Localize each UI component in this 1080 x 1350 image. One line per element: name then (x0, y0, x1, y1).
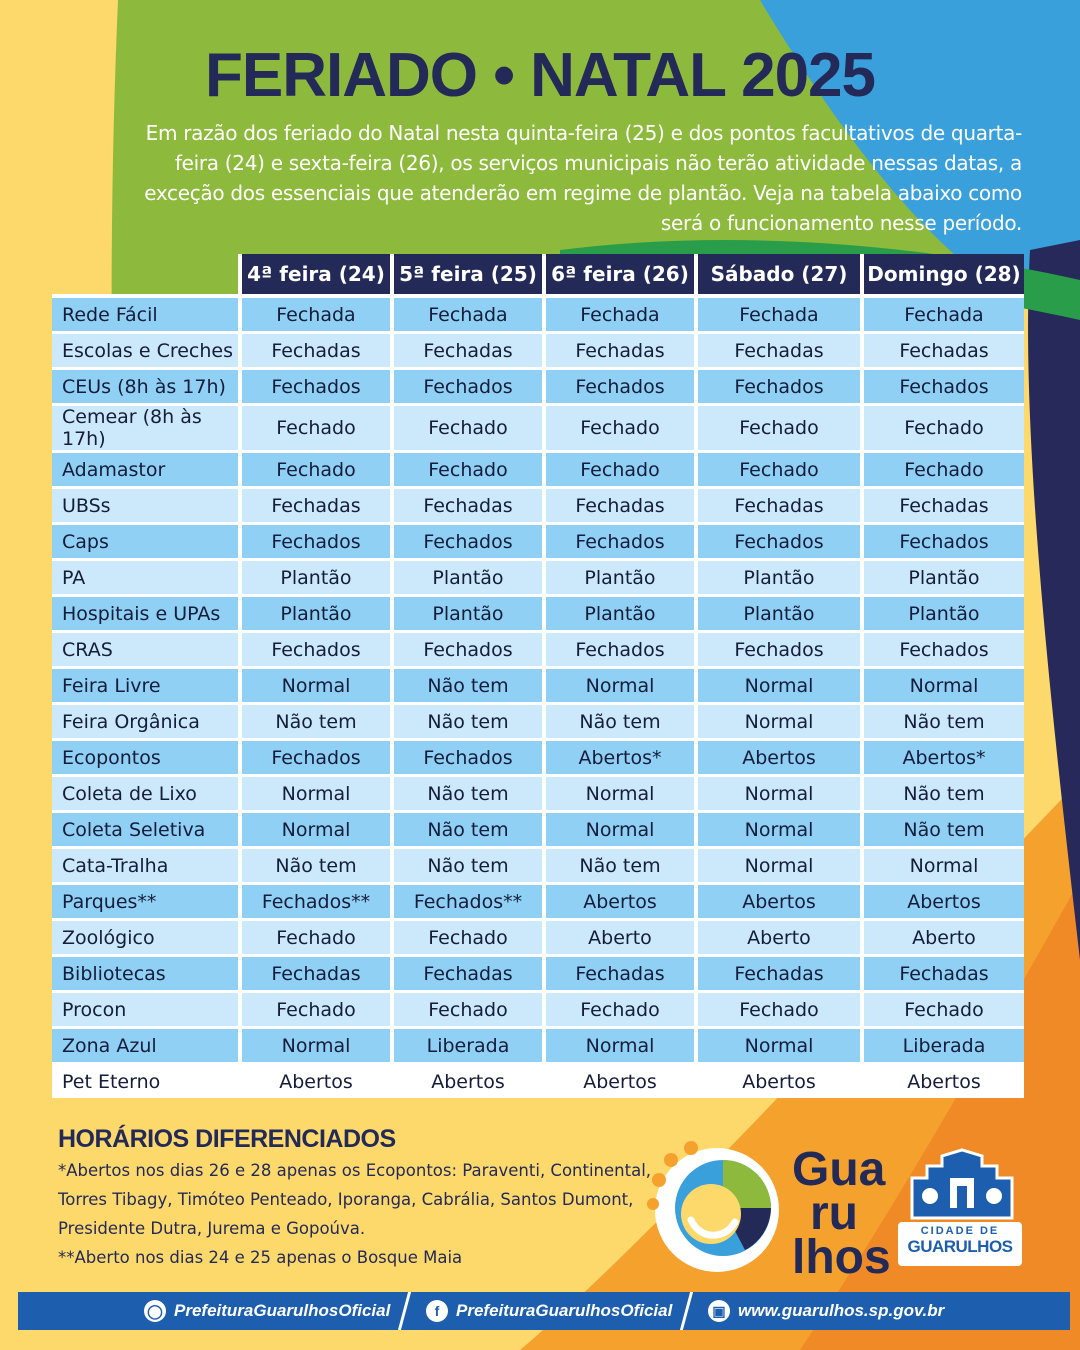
service-name-cell: Adamastor (52, 453, 242, 489)
status-cell: Fechadas (242, 957, 394, 993)
status-cell: Fechadas (394, 957, 546, 993)
service-name-cell: UBSs (52, 489, 242, 525)
column-header: Sábado (27) (698, 254, 864, 298)
status-cell: Plantão (394, 561, 546, 597)
service-name-cell: CRAS (52, 633, 242, 669)
note-line: Presidente Dutra, Jurema e Gopoúva. (58, 1219, 366, 1238)
status-cell: Fechadas (394, 489, 546, 525)
status-cell: Abertos (546, 1065, 698, 1098)
status-cell: Fechados** (394, 885, 546, 921)
status-cell: Normal (546, 1029, 698, 1065)
status-cell: Fechado (698, 453, 864, 489)
page-title: FERIADO • NATAL 2025 (204, 41, 876, 110)
table-row (52, 453, 1024, 489)
status-cell: Plantão (242, 561, 394, 597)
table-row (52, 669, 1024, 705)
wordmark-line: lhos (792, 1231, 891, 1284)
service-name-cell: Zoológico (52, 921, 242, 957)
service-name-cell: Cemear (8h às 17h) (52, 406, 242, 453)
table-row (52, 298, 1024, 334)
status-cell: Fechado (242, 406, 394, 453)
status-cell: Plantão (546, 561, 698, 597)
status-cell: Fechada (394, 298, 546, 334)
table-row (52, 597, 1024, 633)
status-cell: Fechado (546, 453, 698, 489)
status-cell: Normal (546, 813, 698, 849)
status-cell: Não tem (242, 705, 394, 741)
status-cell: Fechado (394, 921, 546, 957)
status-cell: Abertos* (546, 741, 698, 777)
instagram-icon: ◯ (144, 1300, 166, 1322)
status-cell: Fechadas (394, 334, 546, 370)
table-row (52, 957, 1024, 993)
status-cell: Normal (864, 849, 1024, 885)
status-cell: Aberto (864, 921, 1024, 957)
city-coat-of-arms-icon (902, 1148, 1022, 1220)
status-cell: Não tem (242, 849, 394, 885)
service-name-cell: PA (52, 561, 242, 597)
status-cell: Fechados (242, 525, 394, 561)
status-cell: Não tem (394, 777, 546, 813)
status-cell: Fechados** (242, 885, 394, 921)
note-line: **Aberto nos dias 24 e 25 apenas o Bosque Maia (58, 1248, 463, 1267)
table-row (52, 633, 1024, 669)
status-cell: Fechado (394, 406, 546, 453)
table-body (52, 298, 1024, 1098)
status-cell: Plantão (394, 597, 546, 633)
status-cell: Fechadas (864, 334, 1024, 370)
status-cell: Fechadas (546, 489, 698, 525)
facebook-icon: f (426, 1300, 448, 1322)
service-name-cell: Pet Eterno (52, 1065, 242, 1098)
service-name-cell: Feira Orgânica (52, 705, 242, 741)
status-cell: Normal (864, 669, 1024, 705)
table-row (52, 849, 1024, 885)
status-cell: Normal (698, 1029, 864, 1065)
status-cell: Fechados (242, 633, 394, 669)
instagram-handle: PrefeituraGuarulhosOficial (174, 1301, 391, 1320)
service-name-cell: Coleta de Lixo (52, 777, 242, 813)
status-cell: Abertos (394, 1065, 546, 1098)
status-cell: Fechado (394, 453, 546, 489)
status-cell: Fechados (394, 370, 546, 406)
status-cell: Plantão (546, 597, 698, 633)
table-row (52, 813, 1024, 849)
status-cell: Fechado (242, 993, 394, 1029)
intro-text: Em razão dos feriado do Natal nesta quinta-feira (25) e dos pontos facultativos de quarta-feira (24) e sexta-feira (26), os serviços municipais não terão atividade nessas datas, a exceção dos essenciais que atenderão em regime de plantão. Veja na tabela abaixo como será o funcionamento nesse período. (144, 121, 1022, 235)
column-header: Domingo (28) (864, 254, 1024, 298)
status-cell: Fechada (546, 298, 698, 334)
service-name-cell: Ecopontos (52, 741, 242, 777)
status-cell: Não tem (864, 813, 1024, 849)
status-cell: Fechados (546, 525, 698, 561)
table-header-row (52, 254, 1024, 298)
status-cell: Não tem (864, 705, 1024, 741)
status-cell: Fechado (864, 406, 1024, 453)
status-cell: Normal (698, 777, 864, 813)
status-cell: Fechadas (546, 957, 698, 993)
footer-bar (18, 1292, 1070, 1330)
status-cell: Aberto (546, 921, 698, 957)
status-cell: Aberto (698, 921, 864, 957)
status-cell: Fechados (864, 525, 1024, 561)
column-header: 6ª feira (26) (546, 254, 698, 298)
service-name-cell: Hospitais e UPAs (52, 597, 242, 633)
city-name-badge (898, 1222, 1022, 1266)
status-cell: Não tem (394, 705, 546, 741)
status-cell: Fechados (698, 633, 864, 669)
service-name-cell: Rede Fácil (52, 298, 242, 334)
status-cell: Fechado (546, 993, 698, 1029)
table-row (52, 370, 1024, 406)
city-label: GUARULHOS (907, 1237, 1013, 1256)
schedule-table (52, 254, 1024, 1098)
service-name-cell: Coleta Seletiva (52, 813, 242, 849)
status-cell: Abertos (864, 885, 1024, 921)
status-cell: Normal (242, 813, 394, 849)
notes-title: HORÁRIOS DIFERENCIADOS (58, 1125, 396, 1153)
status-cell: Fechados (698, 370, 864, 406)
header-corner (52, 254, 242, 298)
status-cell: Fechados (864, 633, 1024, 669)
status-cell: Normal (546, 669, 698, 705)
status-cell: Fechadas (864, 489, 1024, 525)
status-cell: Normal (698, 705, 864, 741)
table-row (52, 1065, 1024, 1098)
table-row (52, 921, 1024, 957)
status-cell: Liberada (864, 1029, 1024, 1065)
website-link[interactable] (708, 1292, 944, 1330)
status-cell: Não tem (394, 849, 546, 885)
status-cell: Fechado (698, 406, 864, 453)
status-cell: Plantão (242, 597, 394, 633)
status-cell: Fechado (546, 406, 698, 453)
status-cell: Fechada (242, 298, 394, 334)
status-cell: Fechadas (242, 334, 394, 370)
facebook-link[interactable] (426, 1292, 672, 1330)
status-cell: Fechado (698, 993, 864, 1029)
status-cell: Normal (698, 669, 864, 705)
status-cell: Plantão (864, 561, 1024, 597)
column-header: 5ª feira (25) (394, 254, 546, 298)
status-cell: Fechadas (864, 957, 1024, 993)
status-cell: Fechadas (698, 489, 864, 525)
status-cell: Fechados (394, 633, 546, 669)
status-cell: Abertos (698, 741, 864, 777)
status-cell: Não tem (546, 705, 698, 741)
table-row (52, 777, 1024, 813)
table-row (52, 334, 1024, 370)
table-row (52, 561, 1024, 597)
status-cell: Plantão (698, 597, 864, 633)
note-line: *Abertos nos dias 26 e 28 apenas os Ecopontos: Paraventi, Continental, (58, 1161, 652, 1180)
service-name-cell: Zona Azul (52, 1029, 242, 1065)
table-row (52, 406, 1024, 453)
status-cell: Fechados (864, 370, 1024, 406)
instagram-link[interactable] (144, 1292, 390, 1330)
status-cell: Normal (242, 669, 394, 705)
service-name-cell: Bibliotecas (52, 957, 242, 993)
status-cell: Normal (546, 777, 698, 813)
website-url: www.guarulhos.sp.gov.br (738, 1301, 945, 1320)
column-header: 4ª feira (24) (242, 254, 394, 298)
status-cell: Plantão (698, 561, 864, 597)
city-label: CIDADE DE (920, 1225, 1000, 1237)
status-cell: Abertos* (864, 741, 1024, 777)
status-cell: Fechados (698, 525, 864, 561)
status-cell: Fechado (864, 993, 1024, 1029)
note-line: Torres Tibagy, Timóteo Penteado, Iporanga, Cabrália, Santos Dumont, (58, 1190, 634, 1209)
status-cell: Fechados (546, 370, 698, 406)
status-cell: Abertos (698, 885, 864, 921)
status-cell: Plantão (864, 597, 1024, 633)
table-row (52, 885, 1024, 921)
wordmark-line: ru (810, 1187, 858, 1240)
status-cell: Abertos (698, 1065, 864, 1098)
status-cell: Fechados (546, 633, 698, 669)
monitor-icon: ▣ (708, 1300, 730, 1322)
status-cell: Normal (242, 1029, 394, 1065)
status-cell: Abertos (546, 885, 698, 921)
status-cell: Fechado (394, 993, 546, 1029)
status-cell: Normal (698, 849, 864, 885)
status-cell: Fechado (242, 453, 394, 489)
table-row (52, 741, 1024, 777)
status-cell: Abertos (864, 1065, 1024, 1098)
status-cell: Fechada (864, 298, 1024, 334)
status-cell: Fechadas (698, 334, 864, 370)
status-cell: Fechados (394, 741, 546, 777)
status-cell: Abertos (242, 1065, 394, 1098)
status-cell: Fechadas (242, 489, 394, 525)
guarulhos-logo-mark (645, 1140, 790, 1275)
status-cell: Fechados (242, 741, 394, 777)
service-name-cell: Procon (52, 993, 242, 1029)
table-row (52, 489, 1024, 525)
service-name-cell: Caps (52, 525, 242, 561)
service-name-cell: Escolas e Creches (52, 334, 242, 370)
status-cell: Fechada (698, 298, 864, 334)
table-row (52, 525, 1024, 561)
service-name-cell: Cata-Tralha (52, 849, 242, 885)
status-cell: Fechados (394, 525, 546, 561)
status-cell: Fechado (864, 453, 1024, 489)
service-name-cell: Feira Livre (52, 669, 242, 705)
status-cell: Fechados (242, 370, 394, 406)
status-cell: Não tem (394, 669, 546, 705)
status-cell: Normal (242, 777, 394, 813)
status-cell: Fechado (242, 921, 394, 957)
status-cell: Não tem (394, 813, 546, 849)
status-cell: Não tem (546, 849, 698, 885)
wordmark-line: Gua (792, 1143, 886, 1196)
footer-separator (680, 1292, 693, 1330)
status-cell: Liberada (394, 1029, 546, 1065)
table-row (52, 993, 1024, 1029)
facebook-handle: PrefeituraGuarulhosOficial (456, 1301, 673, 1320)
status-cell: Fechadas (546, 334, 698, 370)
footer-separator (398, 1292, 411, 1330)
service-name-cell: CEUs (8h às 17h) (52, 370, 242, 406)
status-cell: Não tem (864, 777, 1024, 813)
status-cell: Fechadas (698, 957, 864, 993)
status-cell: Normal (698, 813, 864, 849)
service-name-cell: Parques** (52, 885, 242, 921)
table-row (52, 705, 1024, 741)
table-row (52, 1029, 1024, 1065)
guarulhos-wordmark (792, 1143, 891, 1284)
